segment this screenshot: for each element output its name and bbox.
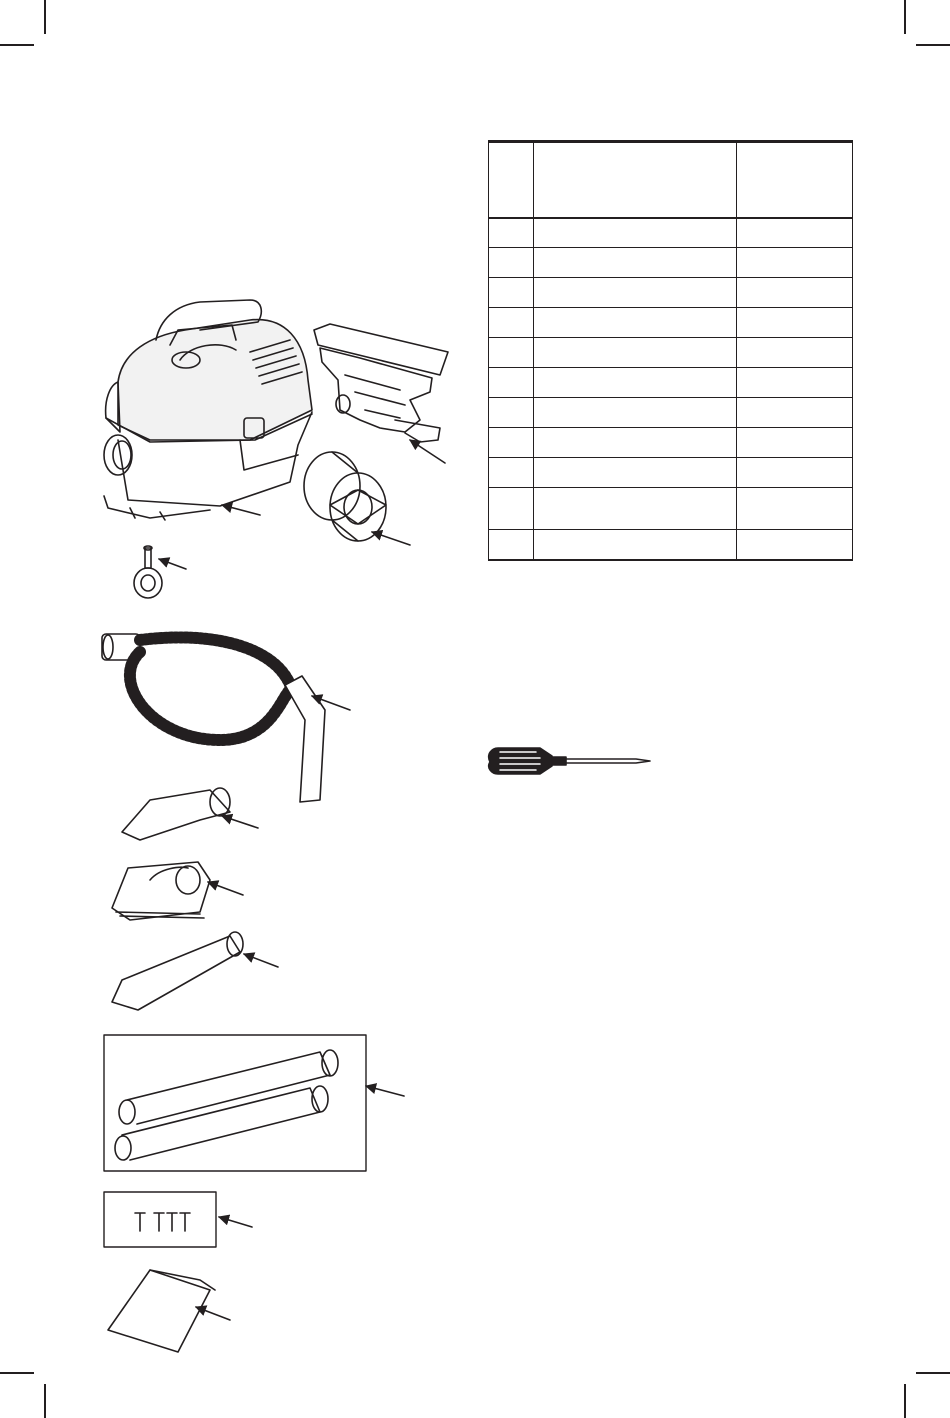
table-header-row (489, 142, 853, 218)
table-cell-description (534, 488, 737, 530)
table-cell-description (534, 398, 737, 428)
vacuum-powerhead-icon (104, 300, 312, 520)
table-cell-key (489, 338, 534, 368)
table-row (489, 338, 853, 368)
screws-icon (104, 1192, 252, 1247)
table-cell-key (489, 278, 534, 308)
table-row (489, 218, 853, 248)
table-row (489, 530, 853, 560)
table-cell-quantity (737, 278, 853, 308)
table-cell-quantity (737, 218, 853, 248)
owners-manual-icon (108, 1270, 230, 1352)
table-cell-quantity (737, 428, 853, 458)
table-row (489, 248, 853, 278)
extension-wands-icon (104, 1035, 404, 1171)
table-cell-key (489, 398, 534, 428)
dry-nozzle-icon (112, 862, 243, 920)
table-cell-quantity (737, 368, 853, 398)
table-cell-description (534, 218, 737, 248)
table-cell-description (534, 278, 737, 308)
filter-cage-lid-icon (314, 324, 448, 463)
header-description (534, 142, 737, 218)
header-quantity (737, 142, 853, 218)
phillips-screwdriver-icon (489, 748, 650, 774)
table-cell-quantity (737, 458, 853, 488)
table-cell-key (489, 248, 534, 278)
table-cell-key (489, 428, 534, 458)
table-cell-description (534, 428, 737, 458)
parts-table (488, 140, 853, 561)
table-cell-description (534, 458, 737, 488)
table-row (489, 368, 853, 398)
crevice-tool-icon (112, 932, 278, 1010)
table-cell-description (534, 368, 737, 398)
table-cell-quantity (737, 530, 853, 560)
table-row (489, 398, 853, 428)
table-row (489, 488, 853, 530)
table-cell-quantity (737, 248, 853, 278)
table-cell-description (534, 248, 737, 278)
caster-icon (134, 546, 186, 598)
table-row (489, 278, 853, 308)
header-key (489, 142, 534, 218)
table-cell-quantity (737, 488, 853, 530)
filter-icon (304, 452, 410, 545)
utility-nozzle-icon (122, 788, 258, 840)
table-cell-quantity (737, 338, 853, 368)
table-row (489, 458, 853, 488)
table-cell-quantity (737, 308, 853, 338)
table-cell-key (489, 530, 534, 560)
table-cell-key (489, 368, 534, 398)
table-cell-description (534, 530, 737, 560)
table-cell-key (489, 308, 534, 338)
table-cell-key (489, 488, 534, 530)
hose-icon (102, 634, 350, 802)
table-cell-quantity (737, 398, 853, 428)
table-cell-key (489, 458, 534, 488)
table-cell-description (534, 338, 737, 368)
table-cell-key (489, 218, 534, 248)
table-row (489, 428, 853, 458)
table-row (489, 308, 853, 338)
table-cell-description (534, 308, 737, 338)
